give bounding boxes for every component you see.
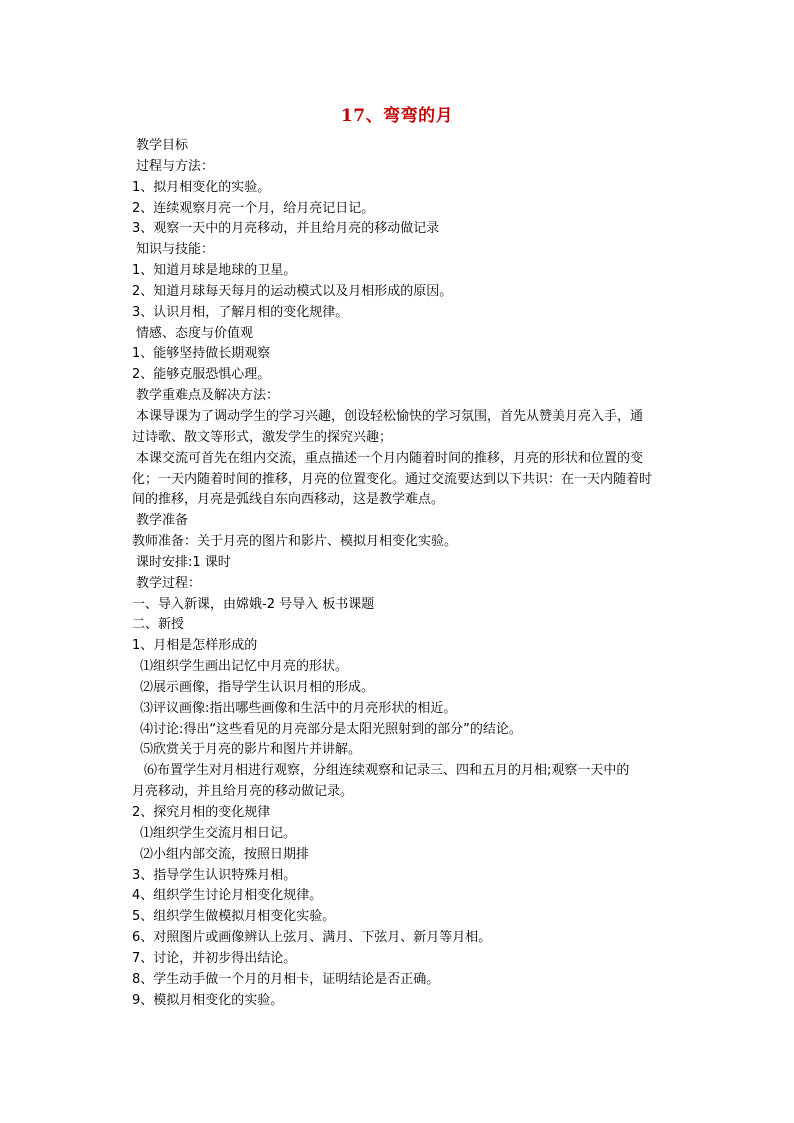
paragraph-line: 本课导课为了调动学生的学习兴趣，创设轻松愉快的学习氛围，首先从赞美月亮入手，通 [136, 408, 644, 424]
list-item: 二、新授 [132, 617, 185, 633]
paragraph-line: 间的推移，月亮是弧线自东向西移动，这是教学难点。 [132, 492, 445, 508]
list-item: 一、导入新课，由嫦娥-2 号导入 板书课题 [132, 596, 375, 612]
sub-list-item: ⑴组织学生交流月相日记。 [140, 825, 297, 841]
heading-preparation: 教学准备 [136, 513, 189, 529]
paragraph-line: 月亮移动，并且给月亮的移动做记录。 [132, 784, 354, 800]
list-item: 2、知道月球每天每月的运动模式以及月相形成的原因。 [132, 283, 453, 299]
list-item: 3、观察一天中的月亮移动，并且给月亮的移动做记录 [132, 221, 440, 237]
list-item: 1、能够坚持做长期观察 [132, 346, 271, 362]
list-item: 3、认识月相，了解月相的变化规律。 [132, 304, 349, 320]
subheading-process-methods: 过程与方法： [136, 158, 215, 174]
list-item: 8、学生动手做一个月的月相卡，证明结论是否正确。 [132, 971, 440, 987]
document-body [132, 136, 688, 1011]
list-item: 2、探究月相的变化规律 [132, 805, 271, 820]
heading-teaching-process: 教学过程： [136, 575, 202, 591]
paragraph-line: 过诗歌、散文等形式，激发学生的探究兴趣； [132, 429, 393, 445]
list-item: 1、拟月相变化的实验。 [132, 179, 271, 195]
subheading-attitude-values: 情感、态度与价值观 [136, 325, 254, 341]
sub-list-item: ⑹布置学生对月相进行观察，分组连续观察和记录三、四和五月的月相;观察一天中的 [144, 763, 630, 779]
sub-list-item: ⑷讨论:得出“这些看见的月亮部分是太阳光照射到的部分”的结论。 [140, 721, 522, 737]
list-item: 7、讨论，并初步得出结论。 [132, 950, 297, 966]
paragraph-line: 课时安排:1 课时 [136, 554, 231, 570]
sub-list-item: ⑵小组内部交流，按照日期排 [140, 846, 310, 862]
list-item: 1、知道月球是地球的卫星。 [132, 263, 297, 279]
list-item: 3、指导学生认识特殊月相。 [132, 867, 297, 883]
list-item: 2、连续观察月亮一个月，给月亮记日记。 [132, 200, 375, 216]
list-item: 9、模拟月相变化的实验。 [132, 992, 284, 1008]
paragraph-line: 化；一天内随着时间的推移，月亮的位置变化。通过交流要达到以下共识：在一天内随着时 [132, 471, 653, 487]
sub-list-item: ⑴组织学生画出记忆中月亮的形状。 [140, 659, 349, 675]
list-item: 4、组织学生讨论月相变化规律。 [132, 888, 323, 904]
sub-list-item: ⑶评议画像:指出哪些画像和生活中的月亮形状的相近。 [140, 700, 457, 716]
paragraph-line: 教师准备：关于月亮的图片和影片、模拟月相变化实验。 [132, 534, 458, 550]
sub-list-item: ⑸欣赏关于月亮的影片和图片并讲解。 [140, 742, 362, 758]
list-item: 1、月相是怎样形成的 [132, 638, 258, 654]
subheading-knowledge-skills: 知识与技能： [136, 242, 215, 258]
list-item: 6、对照图片或画像辨认上弦月、满月、下弦月、新月等月相。 [132, 930, 492, 946]
page-title: 17、弯弯的月 [340, 106, 454, 126]
heading-teaching-goals: 教学目标 [136, 138, 189, 153]
list-item: 2、能够克服恐惧心理。 [132, 367, 271, 383]
heading-key-points: 教学重难点及解决方法： [136, 388, 280, 404]
paragraph-line: 本课交流可首先在组内交流，重点描述一个月内随着时间的推移，月亮的形状和位置的变 [136, 450, 644, 466]
sub-list-item: ⑵展示画像，指导学生认识月相的形成。 [140, 679, 375, 695]
list-item: 5、组织学生做模拟月相变化实验。 [132, 909, 336, 925]
